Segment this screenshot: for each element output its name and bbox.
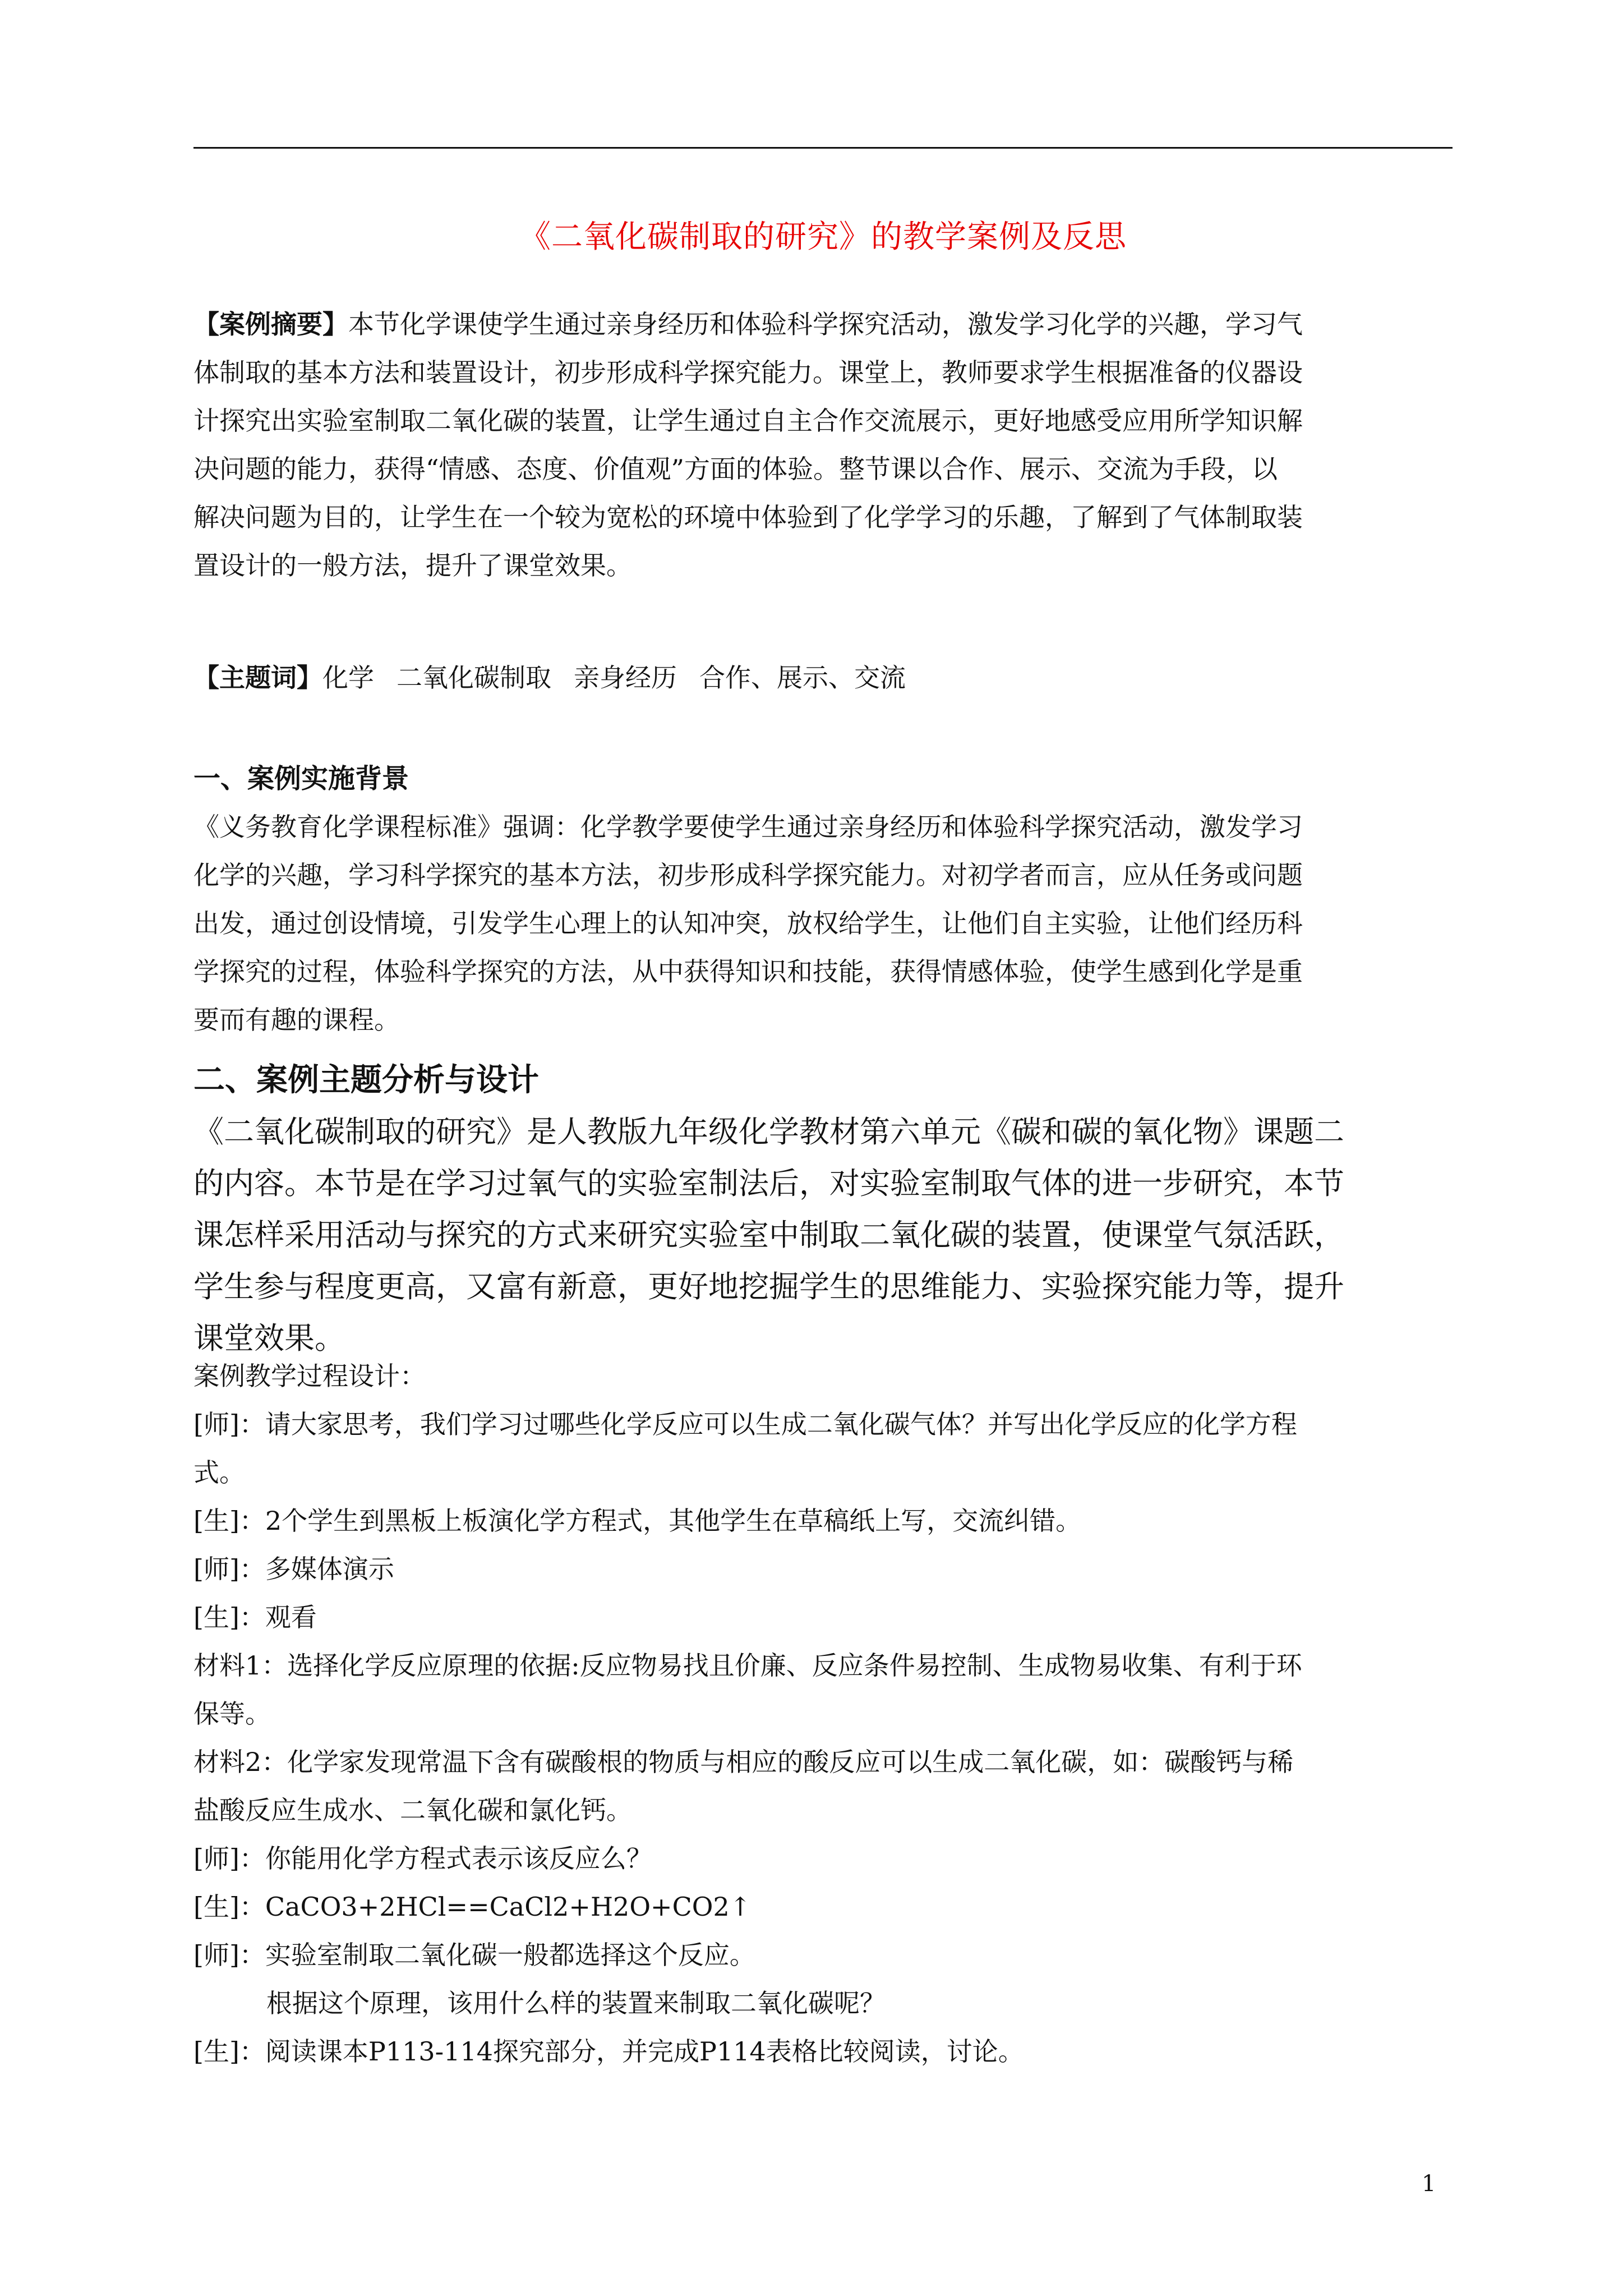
abstract-line: 本节化学课使学生通过亲身经历和体验科学探究活动，激发学习化学的兴趣，学习气 xyxy=(348,309,1303,339)
dialogue-line: [生]：阅读课本P113-114探究部分，并完成P114表格比较阅读，讨论。 xyxy=(193,2036,1024,2067)
body-line: 要而有趣的课程。 xyxy=(193,1005,400,1035)
body-line: 《义务教育化学课程标准》强调：化学教学要使学生通过亲身经历和体验科学探究活动，激发学习 xyxy=(193,812,1303,842)
dialogue-line: [师]：你能用化学方程式表示该反应么？ xyxy=(193,1843,652,1874)
section-heading: 一、案例实施背景 xyxy=(193,763,409,794)
material-line: 保等。 xyxy=(193,1699,271,1729)
dialogue-line: [师]：实验室制取二氧化碳一般都选择这个反应。 xyxy=(193,1940,755,1970)
abstract-paragraph xyxy=(193,300,1453,590)
abstract-label: 【案例摘要】 xyxy=(193,309,348,339)
dialogue-line: [师]：请大家思考，我们学习过哪些化学反应可以生成二氧化碳气体？并写出化学反应的化学方程 xyxy=(193,1409,1297,1439)
dialogue-line: [生]：2个学生到黑板上板演化学方程式，其他学生在草稿纸上写，交流纠错。 xyxy=(193,1506,1082,1536)
page-number: 1 xyxy=(1422,2171,1436,2197)
abstract-line: 体制取的基本方法和装置设计，初步形成科学探究能力。课堂上，教师要求学生根据准备的仪器设 xyxy=(193,357,1303,388)
body-line: 化学的兴趣，学习科学探究的基本方法，初步形成科学探究能力。对初学者而言，应从任务或问题 xyxy=(193,860,1303,890)
header-rule xyxy=(193,147,1453,149)
material-line: 盐酸反应生成水、二氧化碳和氯化钙。 xyxy=(193,1795,632,1825)
abstract-line: 置设计的一般方法，提升了课堂效果。 xyxy=(193,550,632,581)
keyword-item: 二氧化碳制取 xyxy=(396,662,551,693)
body-line: 学探究的过程，体验科学探究的方法，从中获得知识和技能，获得情感体验，使学生感到化学是重 xyxy=(193,956,1303,987)
body-line: 的内容。本节是在学习过氧气的实验室制法后，对实验室制取气体的进一步研究，本节 xyxy=(193,1166,1344,1201)
section-analysis xyxy=(193,1055,1453,1364)
material-line: 材料2：化学家发现常温下含有碳酸根的物质与相应的酸反应可以生成二氧化碳，如：碳酸钙与稀 xyxy=(193,1747,1294,1777)
process-heading: 案例教学过程设计： xyxy=(193,1361,426,1391)
document-title: 《二氧化碳制取的研究》的教学案例及反思 xyxy=(519,219,1127,255)
dialogue-line: [师]：多媒体演示 xyxy=(193,1554,394,1584)
body-line: 出发，通过创设情境，引发学生心理上的认知冲突，放权给学生，让他们自主实验，让他们经历科 xyxy=(193,908,1303,938)
keyword-item: 亲身经历 xyxy=(574,662,677,693)
body-line: 《二氧化碳制取的研究》是人教版九年级化学教材第六单元《碳和碳的氧化物》课题二 xyxy=(193,1114,1344,1149)
section-heading: 二、案例主题分析与设计 xyxy=(193,1062,539,1098)
body-line: 课堂效果。 xyxy=(193,1320,345,1356)
keyword-item: 合作、展示、交流 xyxy=(699,662,906,693)
keywords-label: 【主题词】 xyxy=(193,662,322,693)
equation-line: [生]：CaCO3+2HCl==CaCl2+H2O+CO2↑ xyxy=(193,1892,751,1922)
keyword-item: 化学 xyxy=(322,662,374,693)
dialogue-line: [生]：观看 xyxy=(193,1602,317,1632)
body-line: 学生参与程度更高，又富有新意，更好地挖掘学生的思维能力、实验探究能力等，提升 xyxy=(193,1269,1344,1304)
body-line: 课怎样采用活动与探究的方式来研究实验室中制取二氧化碳的装置，使课堂气氛活跃， xyxy=(193,1217,1344,1253)
dialogue-line: 式。 xyxy=(193,1457,245,1488)
keywords-line xyxy=(193,654,1453,702)
material-line: 材料1：选择化学反应原理的依据:反应物易找且价廉、反应条件易控制、生成物易收集、有利于环 xyxy=(193,1650,1302,1681)
teaching-process xyxy=(193,1352,1453,2076)
abstract-line: 决问题的能力，获得“情感、态度、价值观”方面的体验。整节课以合作、展示、交流为手段，以 xyxy=(193,454,1278,484)
abstract-line: 计探究出实验室制取二氧化碳的装置，让学生通过自主合作交流展示，更好地感受应用所学知识解 xyxy=(193,406,1303,436)
section-background xyxy=(193,754,1453,1044)
abstract-line: 解决问题为目的，让学生在一个较为宽松的环境中体验到了化学学习的乐趣，了解到了气体制取装 xyxy=(193,502,1303,532)
dialogue-line: 根据这个原理，该用什么样的装置来制取二氧化碳呢？ xyxy=(266,1988,886,2018)
